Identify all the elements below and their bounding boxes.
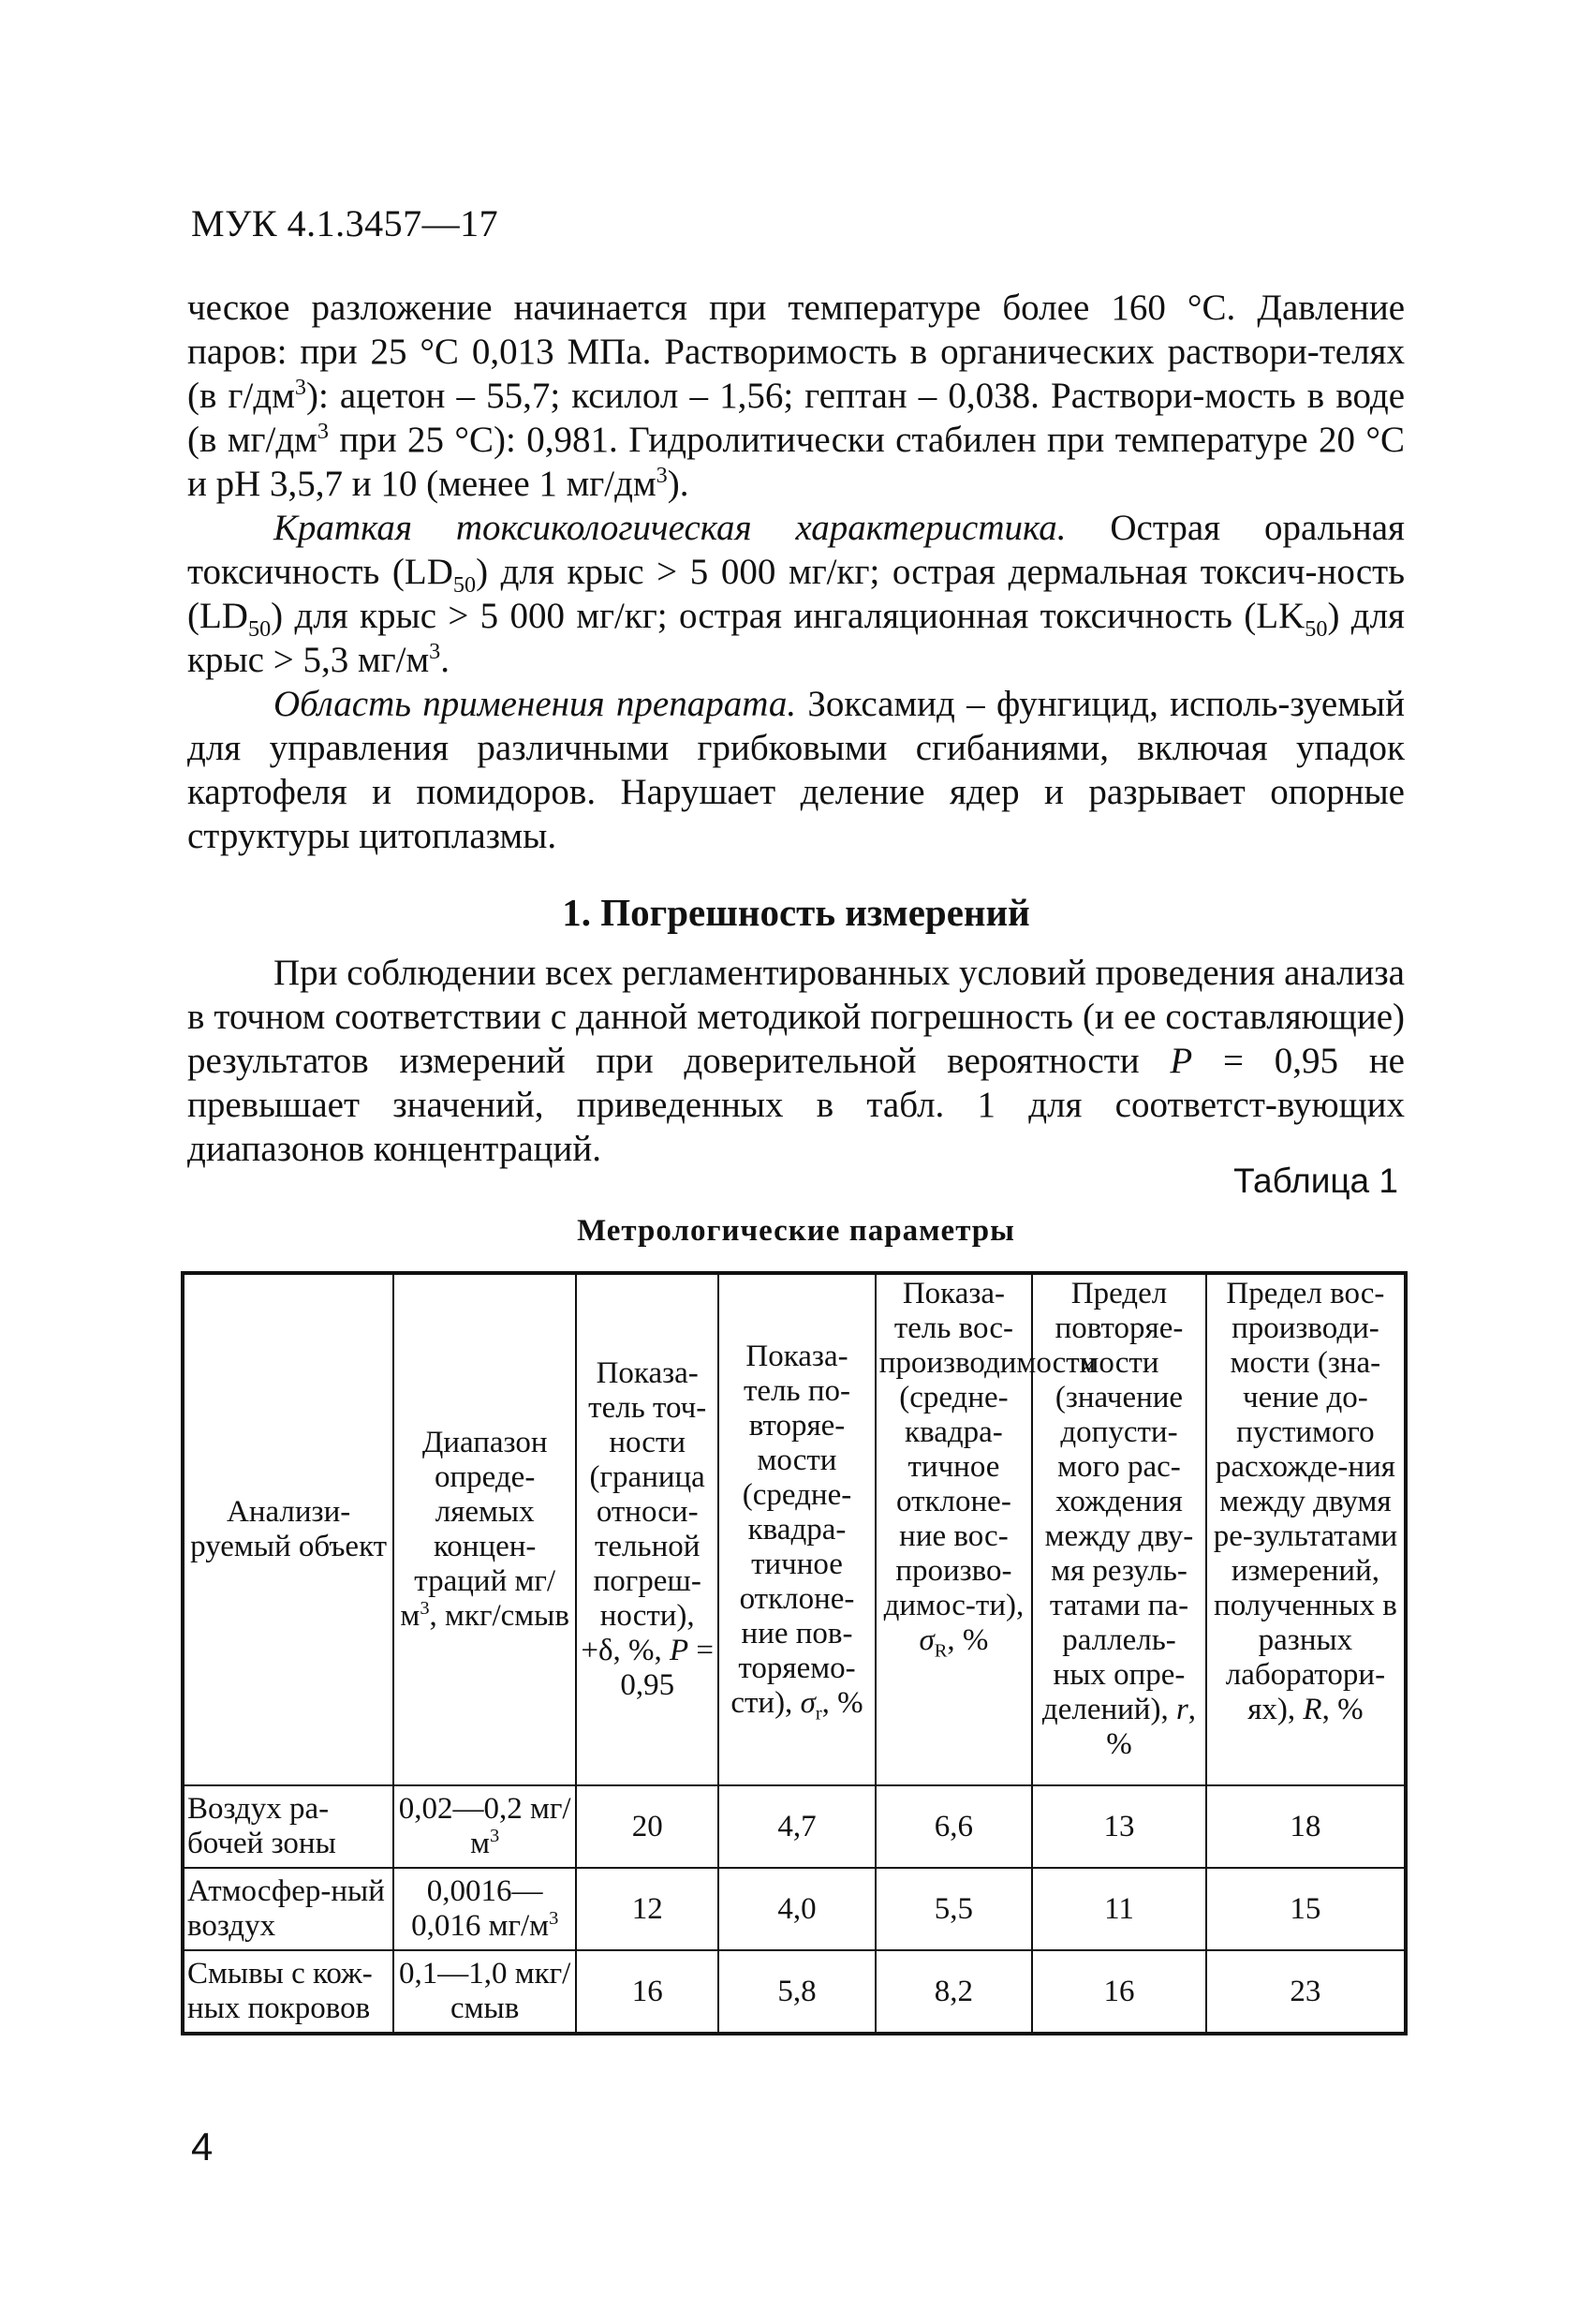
superscript: 3 bbox=[317, 419, 329, 444]
cell-object: Воздух ра-бочей зоны bbox=[183, 1785, 393, 1868]
cell-sigma-R: 6,6 bbox=[876, 1785, 1032, 1868]
cell-limit-R: 23 bbox=[1206, 1950, 1406, 2034]
cell-limit-r: 16 bbox=[1032, 1950, 1206, 2034]
cell-object: Смывы с кож-ных покровов bbox=[183, 1950, 393, 2034]
section-title: 1. Погрешность измерений bbox=[562, 891, 1030, 934]
subscript: 50 bbox=[452, 571, 477, 598]
text-run: = 0,95 не превышает значений, приведенных в табл. 1 для соответст-вующих диапазонов концентраций. bbox=[187, 1041, 1405, 1169]
metrology-table bbox=[181, 1271, 1408, 2035]
body-text bbox=[187, 286, 1405, 858]
table-title: Метрологические параметры bbox=[577, 1214, 1015, 1248]
header-accuracy: Показа-тель точ-ности (граница относи-тельной погреш-ности), +δ, %, P = 0,95 bbox=[576, 1273, 718, 1785]
cell-range: 0,1—1,0 мкг/смыв bbox=[393, 1950, 576, 2034]
superscript: 3 bbox=[656, 463, 668, 488]
header-reproducibility-limit: Предел вос-производи-мости (зна-чение до-пустимого расхожде-ния между двумя ре-зультатами измерений, полученных в разных лаборатори-ях), R, % bbox=[1206, 1273, 1406, 1785]
paragraph-measurement-error bbox=[187, 951, 1405, 1171]
header-reproducibility: Показа-тель вос-производимости (средне-квадра-тичное отклоне-ние вос-произво-димос-ти), $\sigma_R$, % bbox=[876, 1273, 1032, 1785]
superscript: 3 bbox=[294, 375, 306, 400]
cell-sigma-r: 5,8 bbox=[718, 1950, 875, 2034]
header-repeatability-limit: Предел повторяе-мости (значение допусти-мого рас-хождения между дву-мя резуль-татами па-раллель-ных опре-делений), r, % bbox=[1032, 1273, 1206, 1785]
cell-delta: 12 bbox=[576, 1868, 718, 1950]
cell-object: Атмосфер-ный воздух bbox=[183, 1868, 393, 1950]
header-repeatability: Показа-тель по-вторяе-мости (средне-квадра-тичное отклоне-ние пов-торяемо-сти), $\sigma_r$, % bbox=[718, 1273, 875, 1785]
cell-delta: 20 bbox=[576, 1785, 718, 1868]
cell-sigma-r: 4,7 bbox=[718, 1785, 875, 1868]
paragraph-properties bbox=[187, 286, 1405, 506]
document-code-header: МУК 4.1.3457—17 bbox=[191, 202, 499, 244]
toxicology-heading: Краткая токсикологическая характеристика. bbox=[273, 508, 1067, 548]
table-row bbox=[183, 1785, 1406, 1868]
text-run: . bbox=[440, 640, 450, 680]
cell-limit-r: 11 bbox=[1032, 1868, 1206, 1950]
text-run: ческое разложение начинается при температуре более 160 °С. Давление паров: при 25 °С 0,013 МПа. Растворимость в органических раствори-телях (в г/дм bbox=[187, 288, 1405, 416]
table-row bbox=[183, 1950, 1406, 2034]
text-run: ). bbox=[667, 464, 689, 504]
page-number: 4 bbox=[191, 2124, 214, 2169]
variable-p: P bbox=[1170, 1041, 1193, 1081]
table-label: Таблица 1 bbox=[1233, 1162, 1398, 1200]
subscript: 50 bbox=[1305, 615, 1328, 642]
text-run: ) для крыс > 5 000 мг/кг; острая дермальная токсич-ность (LD bbox=[187, 552, 1405, 636]
paragraph-toxicology bbox=[187, 506, 1405, 682]
cell-range: 0,02—0,2 $мг/м^3$ bbox=[393, 1785, 576, 1868]
cell-sigma-R: 5,5 bbox=[876, 1868, 1032, 1950]
paragraph-application bbox=[187, 682, 1405, 858]
header-range: Диапазон опреде-ляемых концен-траций $мг/м^3$, мкг/смыв bbox=[393, 1273, 576, 1785]
text-run: ) для крыс > 5,3 мг/м bbox=[187, 596, 1405, 680]
text-run: Острая оральная токсичность (LD bbox=[187, 508, 1405, 592]
text-run: ): ацетон – 55,7; ксилол – 1,56; гептан – 0,038. Раствори-мость в воде (в мг/дм bbox=[187, 376, 1405, 460]
cell-limit-R: 18 bbox=[1206, 1785, 1406, 1868]
table-header-row bbox=[183, 1273, 1406, 1785]
subscript: 50 bbox=[247, 615, 272, 642]
cell-delta: 16 bbox=[576, 1950, 718, 2034]
header-object: Анализи-руемый объект bbox=[183, 1273, 393, 1785]
cell-sigma-R: 8,2 bbox=[876, 1950, 1032, 2034]
cell-limit-r: 13 bbox=[1032, 1785, 1206, 1868]
table-row bbox=[183, 1868, 1406, 1950]
cell-limit-R: 15 bbox=[1206, 1868, 1406, 1950]
text-run: ) для крыс > 5 000 мг/кг; острая ингаляционная токсичность (LK bbox=[271, 596, 1305, 636]
text-run: При соблюдении всех регламентированных условий проведения анализа в точном соответствии с данной методикой погрешность (и ее составляющие) результатов измерений при доверительной вероятности bbox=[187, 953, 1405, 1081]
cell-range: 0,0016—0,016 $мг/м^3$ bbox=[393, 1868, 576, 1950]
cell-sigma-r: 4,0 bbox=[718, 1868, 875, 1950]
superscript: 3 bbox=[429, 639, 441, 664]
application-heading: Область применения препарата. bbox=[273, 684, 797, 724]
text-run: Зоксамид – фунгицид, исполь-зуемый для управления различными грибковыми сгибаниями, включая упадок картофеля и помидоров. Нарушает деление ядер и разрывает опорные структуры цитоплазмы. bbox=[187, 684, 1406, 856]
text-run: при 25 °С): 0,981. Гидролитически стабилен при температуре 20 °С и рН 3,5,7 и 10 (менее 1 мг/дм bbox=[187, 420, 1405, 504]
